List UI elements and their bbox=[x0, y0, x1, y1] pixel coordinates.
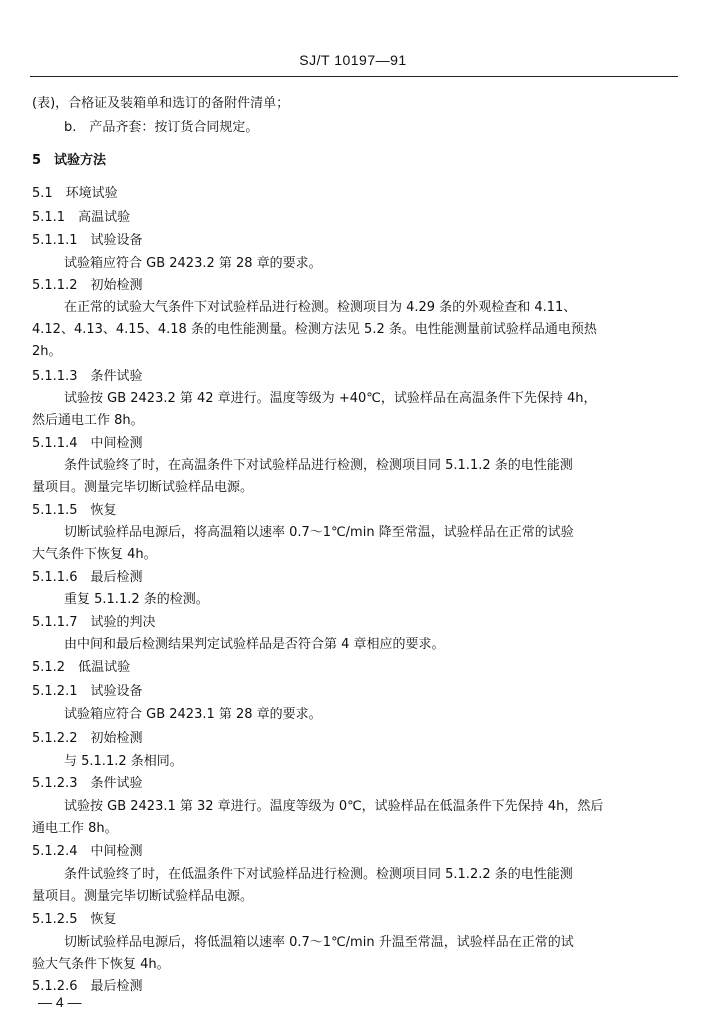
text-line: 5.1.2.3 条件试验 bbox=[32, 776, 143, 791]
text-line: (表)，合格证及装箱单和选订的备附件清单； bbox=[32, 96, 290, 111]
text-line: 5.1.2 低温试验 bbox=[32, 660, 131, 675]
text-line: 条件试验终了时，在高温条件下对试验样品进行检测，检测项目同 5.1.1.2 条的电性能测 bbox=[64, 458, 573, 473]
text-line: 量项目。测量完毕切断试验样品电源。 bbox=[32, 889, 254, 904]
text-line: 切断试验样品电源后，将低温箱以速率 0.7～1℃/min 升温至常温，试验样品在正常的试 bbox=[64, 935, 574, 950]
text-line: 量项目。测量完毕切断试验样品电源。 bbox=[32, 480, 254, 495]
text-line: 5.1 环境试验 bbox=[32, 186, 118, 201]
text-line: 由中间和最后检测结果判定试验样品是否符合第 4 章相应的要求。 bbox=[64, 637, 445, 652]
text-line: 5.1.1.2 初始检测 bbox=[32, 278, 143, 293]
text-line: 切断试验样品电源后，将高温箱以速率 0.7～1℃/min 降至常温，试验样品在正常的试验 bbox=[64, 525, 574, 540]
text-line: b. 产品齐套：按订货合同规定。 bbox=[64, 120, 259, 135]
text-line: 试验按 GB 2423.1 第 32 章进行。温度等级为 0℃，试验样品在低温条件下先保持 4h，然后 bbox=[64, 799, 604, 814]
text-line: 与 5.1.1.2 条相同。 bbox=[64, 754, 183, 769]
text-line: 5.1.1.5 恢复 bbox=[32, 503, 117, 518]
text-line: 2h。 bbox=[32, 344, 62, 359]
text-line: 试验按 GB 2423.2 第 42 章进行。温度等级为 +40℃，试验样品在高温条件下先保持 4h， bbox=[64, 391, 597, 406]
header-rule bbox=[30, 76, 678, 77]
text-line: 5.1.2.1 试验设备 bbox=[32, 684, 143, 699]
section-heading: 5 试验方法 bbox=[32, 153, 107, 168]
text-line: 5.1.1.7 试验的判决 bbox=[32, 615, 156, 630]
text-line: 4.12、4.13、4.15、4.18 条的电性能测量。检测方法见 5.2 条。电性能测量前试验样品通电预热 bbox=[32, 322, 597, 337]
text-line: 5.1.2.4 中间检测 bbox=[32, 844, 143, 859]
text-line: 5.1.1.4 中间检测 bbox=[32, 436, 143, 451]
text-line: 通电工作 8h。 bbox=[32, 821, 118, 836]
text-line: 重复 5.1.1.2 条的检测。 bbox=[64, 592, 209, 607]
text-line: 5.1.2.6 最后检测 bbox=[32, 979, 143, 994]
text-line: 试验箱应符合 GB 2423.1 第 28 章的要求。 bbox=[64, 707, 322, 722]
text-line: 5.1.1.3 条件试验 bbox=[32, 369, 143, 384]
text-line: 5.1.1 高温试验 bbox=[32, 210, 131, 225]
text-line: 条件试验终了时，在低温条件下对试验样品进行检测。检测项目同 5.1.2.2 条的电性能测 bbox=[64, 867, 573, 882]
text-line: 在正常的试验大气条件下对试验样品进行检测。检测项目为 4.29 条的外观检查和 4.11、 bbox=[64, 300, 577, 315]
text-line: 大气条件下恢复 4h。 bbox=[32, 547, 157, 562]
standard-code-header: SJ/T 10197—91 bbox=[299, 52, 407, 68]
text-line: 然后通电工作 8h。 bbox=[32, 413, 144, 428]
text-line: 5.1.2.5 恢复 bbox=[32, 912, 117, 927]
text-line: 验大气条件下恢复 4h。 bbox=[32, 957, 170, 972]
text-line: 试验箱应符合 GB 2423.2 第 28 章的要求。 bbox=[64, 256, 322, 271]
text-line: 5.1.2.2 初始检测 bbox=[32, 731, 143, 746]
text-line: 5.1.1.1 试验设备 bbox=[32, 233, 143, 248]
page-number: — 4 — bbox=[38, 994, 82, 1010]
text-line: 5.1.1.6 最后检测 bbox=[32, 570, 143, 585]
